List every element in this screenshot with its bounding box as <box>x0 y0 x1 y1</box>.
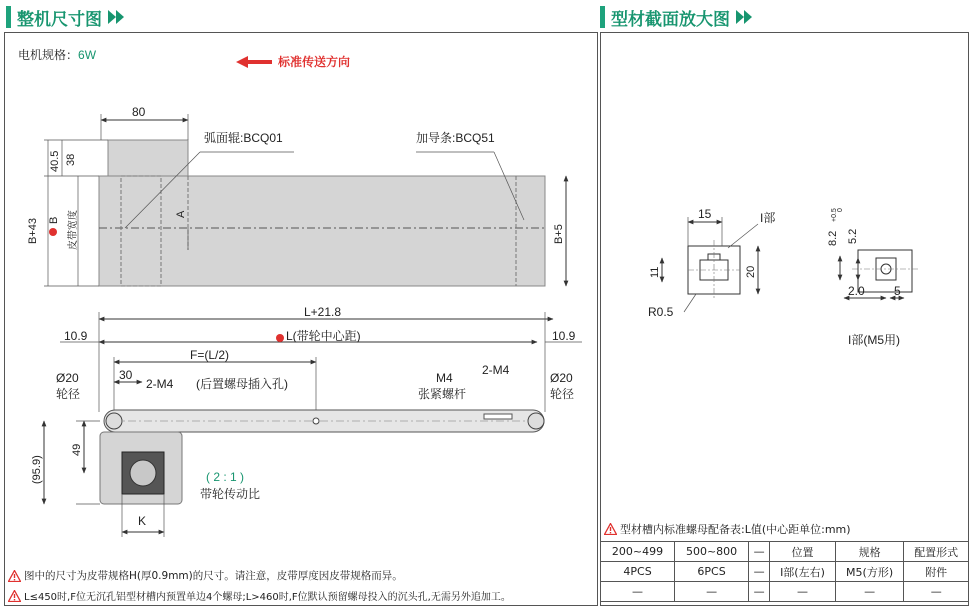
table-cell: — <box>749 582 770 602</box>
pulley-left: 轮径 <box>56 387 81 401</box>
table-cell: 位置 <box>770 542 836 562</box>
table-cell: 规格 <box>835 542 904 562</box>
conveyor-body-top <box>99 176 545 286</box>
dim-5: 5 <box>894 284 901 298</box>
tol-upper: +0.5 <box>831 208 838 222</box>
note-belt-thickness <box>8 568 403 583</box>
table-cell: I部(左右) <box>770 562 836 582</box>
profile-section-title: 型材截面放大图 <box>611 9 730 30</box>
table-cell: — <box>770 582 836 602</box>
note-text-1: 图中的尺寸为皮带规格H(厚0.9mm)的尺寸。请注意，皮带厚度因皮带规格而异。 <box>24 570 403 582</box>
table-cell: 200~499 <box>601 542 675 562</box>
note-text-2: L≤450时,F位无沉孔铝型材槽内预置单边4个螺母;L>460时,F位默认预留螺母投入的沉头孔,无需另外追加工。 <box>24 592 511 603</box>
phi20-right: Ø20 <box>550 371 573 385</box>
belt-width-label: 皮带宽度 <box>68 210 79 250</box>
overall-drawing <box>4 32 598 572</box>
table-row <box>601 582 969 602</box>
table-cell: M5(方形) <box>835 562 904 582</box>
table-cell: — <box>904 582 969 602</box>
nut-config-table <box>600 541 969 602</box>
marker-2-icon <box>49 228 57 236</box>
profile-section-header <box>600 4 754 30</box>
dim-30: 30 <box>119 368 133 382</box>
warning-icon <box>8 590 21 602</box>
table-cell: 500~800 <box>675 542 749 562</box>
table-cell: — <box>749 542 770 562</box>
dim-95-9: (95.9) <box>31 455 43 484</box>
table-cell: — <box>675 582 749 602</box>
double-arrow-icon <box>108 10 126 24</box>
phi20-left: Ø20 <box>56 371 79 385</box>
motor-block <box>108 140 188 176</box>
dim-11: 11 <box>649 266 661 278</box>
dim-f: F=(L/2) <box>190 348 230 362</box>
table-cell: — <box>601 582 675 602</box>
dim-49: 49 <box>71 443 83 456</box>
double-arrow-icon <box>736 10 754 24</box>
table-cell: 附件 <box>904 562 969 582</box>
roller-label: 弧面辊:BCQ01 <box>204 131 283 145</box>
table-cell: — <box>835 582 904 602</box>
table-row <box>601 562 969 582</box>
warning-icon <box>604 523 617 535</box>
dim-k: K <box>138 514 147 528</box>
ratio-value: ( 2 : 1 ) <box>206 470 245 484</box>
guide-label: 加导条:BCQ51 <box>416 131 495 145</box>
dim-38: 38 <box>65 153 77 166</box>
direction-arrow-icon <box>236 56 272 68</box>
note-nut-preset <box>8 588 511 603</box>
table-cell: 6PCS <box>675 562 749 582</box>
dim-40-5: 40.5 <box>49 150 61 172</box>
svg-text:电机规格：6W <box>18 47 97 62</box>
dim-b43: B+43 <box>27 218 39 244</box>
pulley-right-icon <box>528 413 544 429</box>
part-m5-label: I部(M5用) <box>848 333 900 347</box>
dim-80: 80 <box>132 105 146 119</box>
part-i-label: I部 <box>760 211 776 225</box>
m4-holes-right: 2-M4 <box>482 363 510 377</box>
motor-value: 6W <box>78 48 97 62</box>
tol-lower: 0 <box>837 208 844 212</box>
m4-holes-left: 2-M4 <box>146 377 174 391</box>
nut-table-title <box>604 521 851 537</box>
rear-nut-label: (后置螺母插入孔) <box>196 377 288 391</box>
header-bar <box>600 6 605 28</box>
dim-20: 20 <box>745 265 757 278</box>
dim-15: 15 <box>698 207 712 221</box>
dim-2-0: 2.0 <box>848 284 865 298</box>
dim-l218: L+21.8 <box>304 305 342 319</box>
overall-dimension-title: 整机尺寸图 <box>17 9 102 30</box>
m4-label: M4 <box>436 371 453 385</box>
dim-10-9-left: 10.9 <box>64 329 88 343</box>
dim-8-2: 8.2 <box>827 230 839 246</box>
dim-a: A <box>175 210 187 218</box>
marker-3-icon <box>276 334 284 342</box>
profile-drawing <box>600 32 969 362</box>
dim-5-2: 5.2 <box>847 228 859 244</box>
ratio-label: 带轮传动比 <box>200 487 261 501</box>
dim-10-9-right: 10.9 <box>552 329 576 343</box>
motor-label: 电机规格： <box>18 48 79 62</box>
dim-l-center: L(带轮中心距) <box>286 329 361 343</box>
dim-b5: B+5 <box>553 224 565 244</box>
r05-label: R0.5 <box>648 305 674 319</box>
warning-icon <box>8 570 21 582</box>
table-cell: — <box>749 562 770 582</box>
dim-b: B <box>48 216 60 224</box>
pulley-left-icon <box>106 413 122 429</box>
header-bar <box>6 6 11 28</box>
tension-label: 张紧螺杆 <box>418 387 467 401</box>
pulley-right: 轮径 <box>550 387 575 401</box>
table-cell: 4PCS <box>601 562 675 582</box>
nut-table-title-text: 型材槽内标准螺母配备表:L值(中心距单位:mm) <box>620 523 851 536</box>
overall-dimension-header <box>6 4 126 30</box>
table-row <box>601 542 969 562</box>
table-cell: 配置形式 <box>904 542 969 562</box>
direction-label: 标准传送方向 <box>278 55 351 69</box>
